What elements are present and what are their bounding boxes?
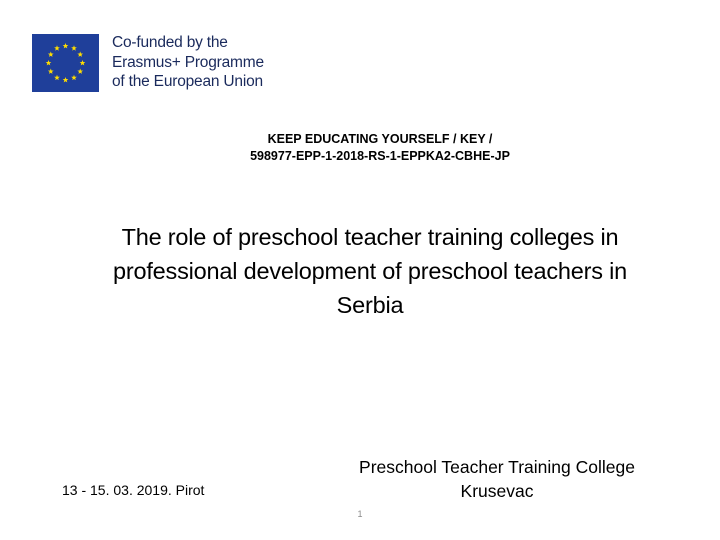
institution-line-2: Krusevac — [460, 481, 534, 501]
logo-line-1: Co-funded by the — [112, 34, 228, 51]
institution-name — [312, 455, 682, 503]
eu-star-icon — [80, 60, 86, 65]
project-code: 598977-EPP-1-2018-RS-1-EPPKA2-CBHE-JP — [250, 149, 510, 163]
project-reference — [0, 131, 720, 165]
eu-star-icon — [63, 43, 69, 48]
eu-star-icon — [71, 45, 77, 50]
title-line-2: professional development of preschool teachers in — [112, 258, 628, 284]
erasmus-logo — [32, 34, 264, 94]
logo-line-3: of the European Union — [112, 73, 263, 90]
logo-text — [112, 33, 272, 92]
eu-star-icon — [48, 52, 54, 57]
eu-star-icon — [63, 77, 69, 82]
eu-star-icon — [54, 45, 60, 50]
eu-flag-stars — [32, 34, 99, 92]
logo-line-2: Erasmus+ Programme — [112, 53, 264, 71]
eu-star-icon — [71, 75, 77, 80]
institution-line-1: Preschool Teacher Training College — [359, 457, 635, 477]
eu-star-icon — [77, 52, 83, 57]
slide-number: 1 — [357, 509, 363, 519]
project-name: KEEP EDUCATING YOURSELF / KEY / — [267, 132, 493, 146]
eu-star-icon — [77, 69, 83, 74]
event-date-location: 13 - 15. 03. 2019. Pirot — [62, 482, 205, 498]
slide-title — [60, 220, 680, 322]
title-line-1: The role of preschool teacher training colleges in — [121, 224, 619, 250]
eu-flag-icon — [32, 34, 99, 92]
title-line-3: Serbia — [336, 292, 404, 318]
eu-star-icon — [48, 69, 54, 74]
eu-star-icon — [54, 75, 60, 80]
eu-star-icon — [46, 60, 52, 65]
